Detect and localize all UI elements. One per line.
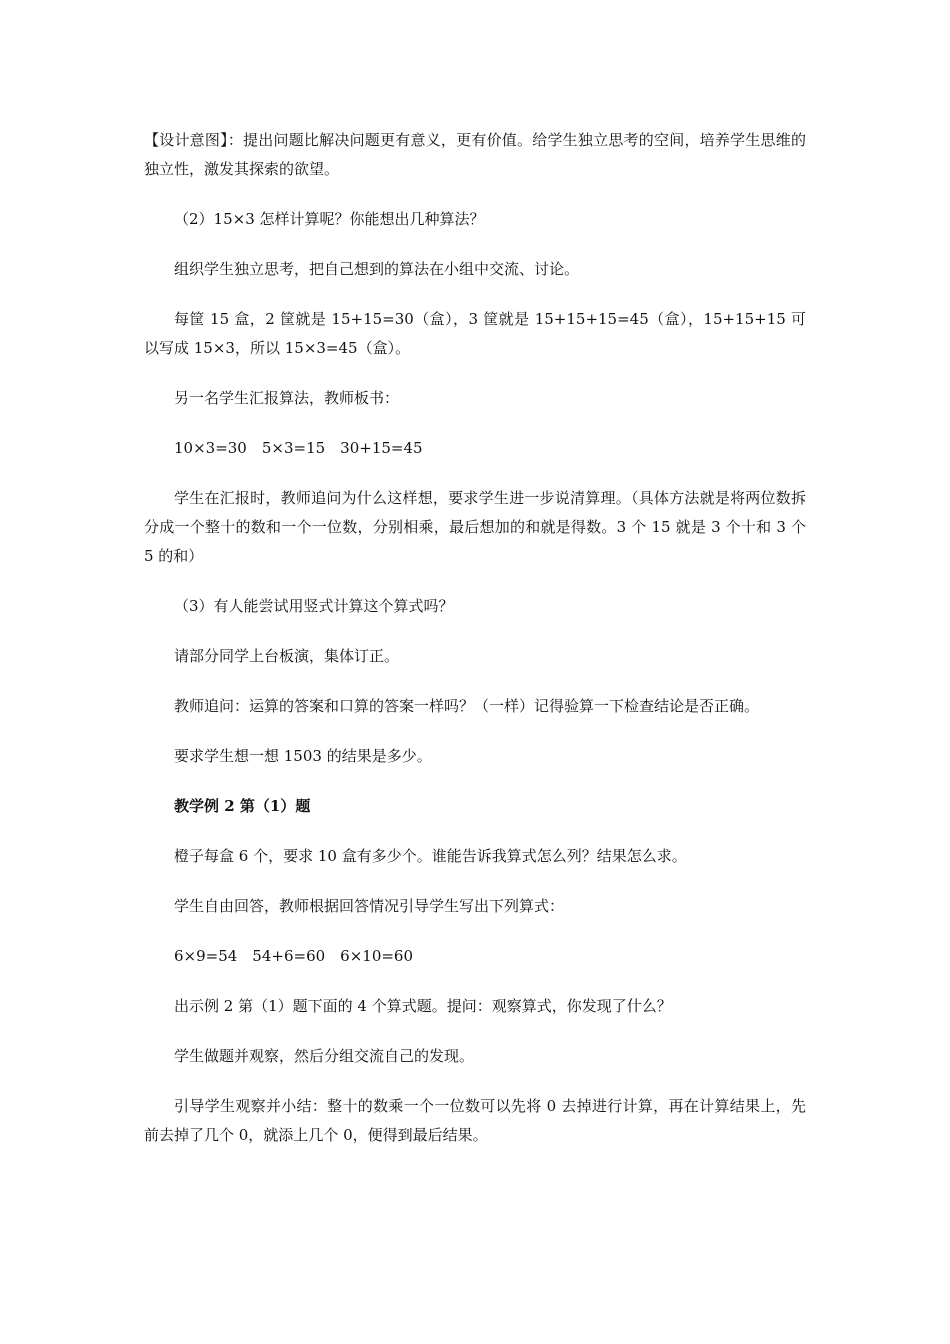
explanation-paragraph: 学生在汇报时，教师追问为什么这样想，要求学生进一步说清算理。（具体方法就是将两位数拆分成一个整十的数和一个一位数，分别相乘，最后想加的和就是得数。3 个 15 就是 3 个十和 3 个 5 的和） bbox=[144, 489, 806, 565]
teacher-followup-paragraph: 教师追问：运算的答案和口算的答案一样吗？（一样）记得验算一下检查结论是否正确。 bbox=[174, 697, 760, 715]
free-answer-paragraph: 学生自由回答，教师根据回答情况引导学生写出下列算式： bbox=[174, 897, 565, 915]
method-two-intro-paragraph: 另一名学生汇报算法，教师板书： bbox=[174, 389, 400, 407]
board-equations-1: 10×3=30 5×3=15 30+15=45 bbox=[174, 439, 423, 457]
board-demo-paragraph: 请部分同学上台板演，集体订正。 bbox=[174, 647, 400, 665]
organize-discussion-paragraph: 组织学生独立思考，把自己想到的算法在小组中交流、讨论。 bbox=[174, 260, 580, 278]
question-3-paragraph: （3）有人能尝试用竖式计算这个算式吗？ bbox=[174, 597, 454, 615]
summary-paragraph: 引导学生观察并小结：整十的数乘一个一位数可以先将 0 去掉进行计算，再在计算结果上，先前去掉了几个 0，就添上几个 0，便得到最后结果。 bbox=[144, 1097, 806, 1144]
question-2-paragraph: （2）15×3 怎样计算呢？你能想出几种算法？ bbox=[174, 210, 485, 228]
observe-paragraph: 学生做题并观察，然后分组交流自己的发现。 bbox=[174, 1047, 475, 1065]
orange-problem-paragraph: 橙子每盒 6 个，要求 10 盒有多少个。谁能告诉我算式怎么列？结果怎么求。 bbox=[174, 847, 687, 865]
board-equations-2: 6×9=54 54+6=60 6×10=60 bbox=[174, 947, 414, 965]
method-one-paragraph: 每筐 15 盒，2 筐就是 15+15=30（盒），3 筐就是 15+15+15=45（盒），15+15+15 可以写成 15×3，所以 15×3=45（盒）。 bbox=[144, 310, 806, 357]
think-result-paragraph: 要求学生想一想 1503 的结果是多少。 bbox=[174, 747, 432, 765]
document-page bbox=[144, 126, 806, 1150]
show-example-paragraph: 出示例 2 第（1）题下面的 4 个算式题。提问：观察算式，你发现了什么？ bbox=[174, 997, 672, 1015]
example-2-heading: 教学例 2 第（1）题 bbox=[174, 797, 311, 815]
design-intent-paragraph: 【设计意图】：提出问题比解决问题更有意义，更有价值。给学生独立思考的空间，培养学生思维的独立性，激发其探索的欲望。 bbox=[144, 131, 806, 178]
